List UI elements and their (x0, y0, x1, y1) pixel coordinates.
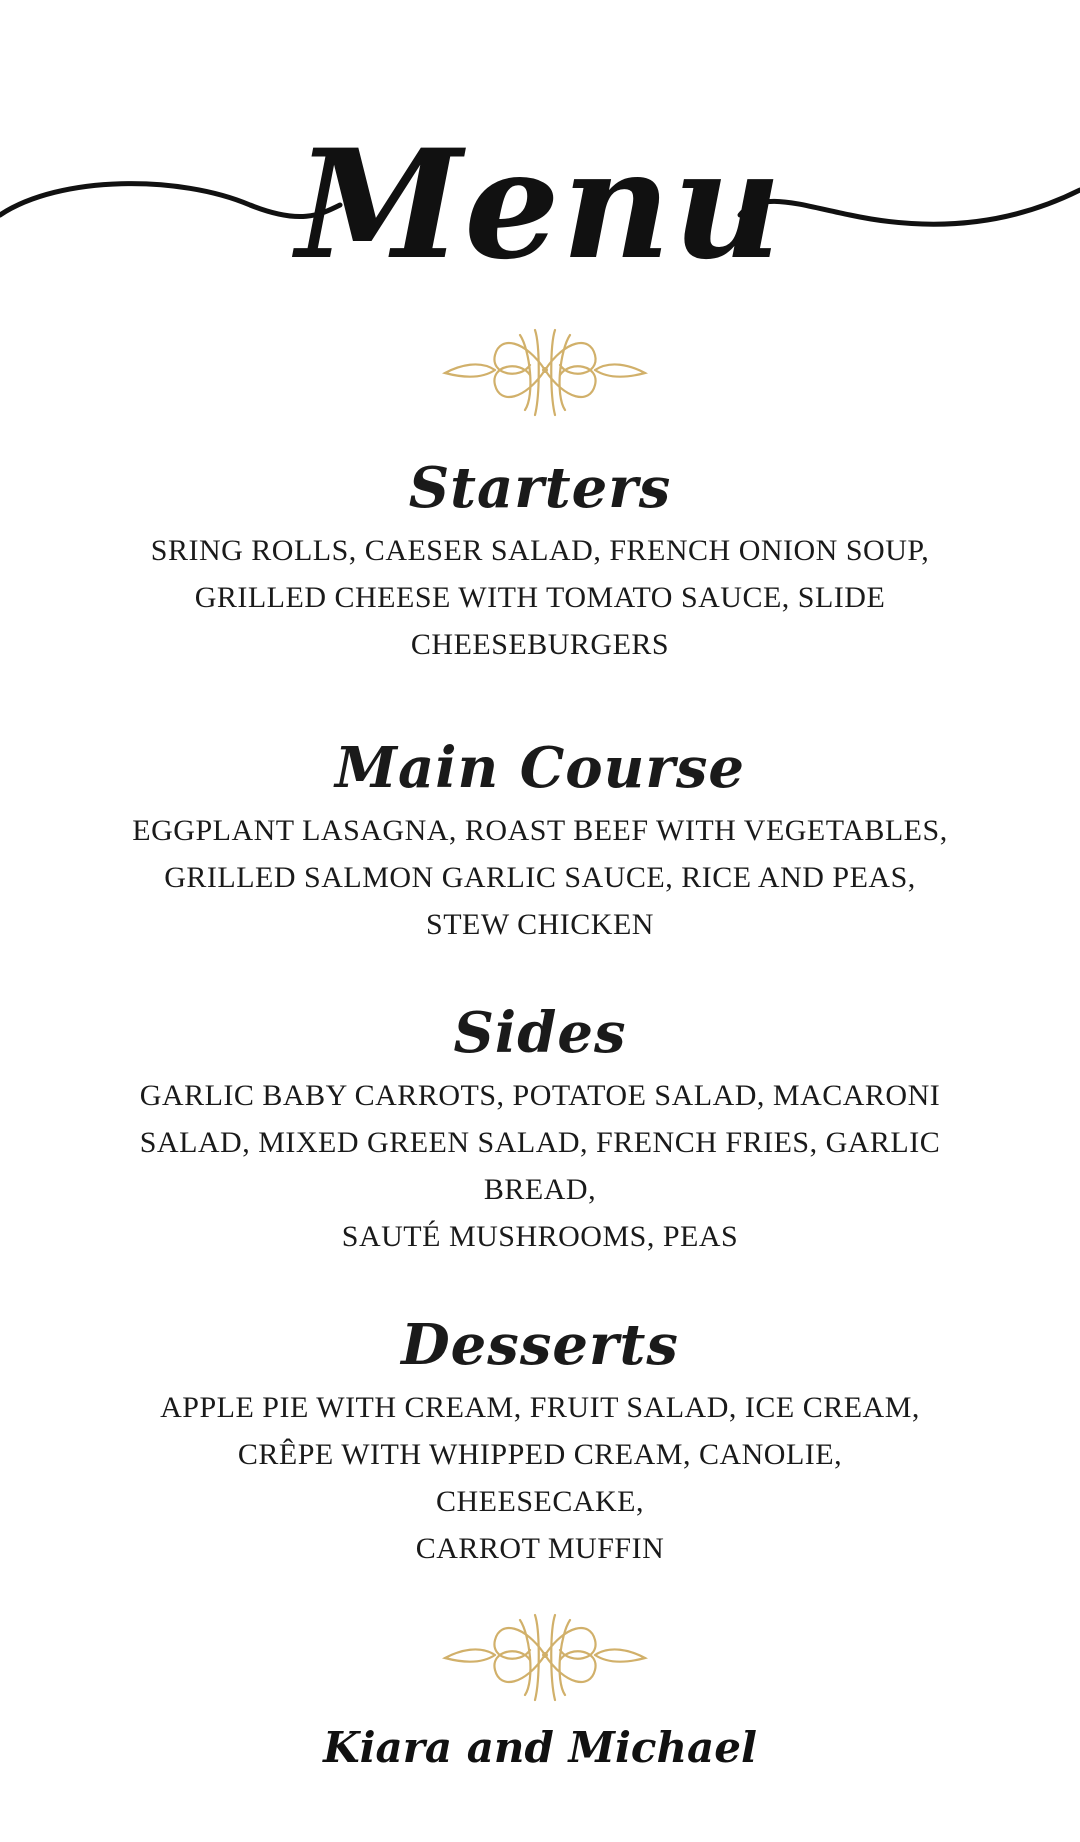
section-title-sides: Sides (453, 1000, 627, 1066)
section-items-starters (0, 527, 1080, 668)
menu-line: CHEESECAKE, (436, 1485, 644, 1518)
couple-signature: Kiara and Michael (323, 1723, 757, 1772)
section-starters (0, 455, 1080, 668)
menu-line: CHEESEBURGERS (410, 628, 670, 661)
menu-line: SALAD, MIXED GREEN SALAD, FRENCH FRIES, GARLIC (139, 1126, 941, 1159)
section-title-starters: Starters (408, 455, 672, 521)
menu-line: GARLIC BABY CARROTS, POTATOE SALAD, MACARONI (139, 1079, 941, 1112)
menu-line: SRING ROLLS, CAESER SALAD, FRENCH ONION SOUP, (150, 534, 930, 567)
menu-line: CRÊPE WITH WHIPPED CREAM, CANOLIE, (237, 1438, 843, 1471)
gold-flourish-icon (440, 1600, 650, 1710)
menu-line: APPLE PIE WITH CREAM, FRUIT SALAD, ICE CREAM, (160, 1391, 920, 1424)
menu-line: GRILLED CHEESE WITH TOMATO SAUCE, SLIDE (194, 581, 886, 614)
menu-line: STEW CHICKEN (426, 908, 654, 941)
section-sides (0, 1000, 1080, 1260)
section-title-main-course: Main Course (334, 735, 746, 801)
section-items-desserts (0, 1384, 1080, 1572)
section-items-main-course (0, 807, 1080, 948)
menu-line: BREAD, (483, 1173, 597, 1206)
menu-line: EGGPLANT LASAGNA, ROAST BEEF WITH VEGETABLES, (132, 814, 948, 847)
section-title-desserts: Desserts (401, 1312, 679, 1378)
gold-flourish-icon (440, 315, 650, 425)
section-main-course (0, 735, 1080, 948)
menu-line: CARROT MUFFIN (415, 1532, 665, 1565)
menu-title: Menu (296, 117, 784, 293)
section-desserts (0, 1312, 1080, 1572)
menu-line: GRILLED SALMON GARLIC SAUCE, RICE AND PEAS, (164, 861, 916, 894)
menu-line: SAUTÉ MUSHROOMS, PEAS (341, 1220, 739, 1253)
section-items-sides (0, 1072, 1080, 1260)
